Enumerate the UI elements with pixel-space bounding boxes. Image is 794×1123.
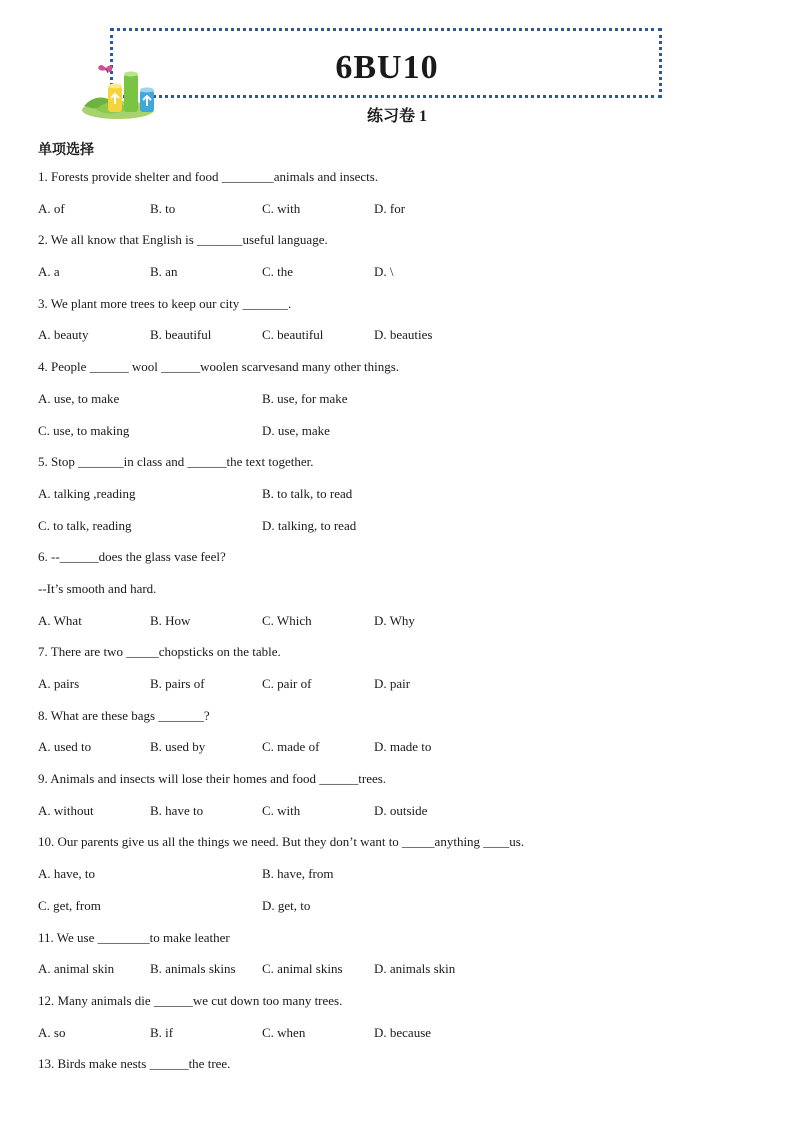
answer-option: C. made of (262, 739, 320, 755)
answer-option: B. beautiful (150, 327, 212, 343)
answer-option: B. if (150, 1024, 174, 1040)
answer-option: B. have to (150, 802, 204, 818)
answer-option: D. because (374, 1024, 432, 1040)
options-row (38, 383, 758, 415)
answer-option: D. pair (374, 676, 411, 691)
answer-option: D. outside (374, 802, 428, 818)
answer-option: D. talking, to read (262, 517, 357, 533)
answer-option: D. \ (374, 264, 394, 280)
question-stem: 13. Birds make nests ______the tree. (38, 1056, 231, 1072)
question-stem: 3. We plant more trees to keep our city _______. (38, 295, 292, 311)
answer-option: C. with (262, 200, 301, 216)
options-row (38, 256, 758, 288)
question-stem: 10. Our parents give us all the things we need. But they don’t want to _____anything ____us. (38, 834, 525, 850)
question-stem-continued: --It’s smooth and hard. (38, 580, 157, 596)
options-row (38, 858, 758, 890)
answer-option: C. the (262, 264, 294, 280)
question-stem: 9. Animals and insects will lose their homes and food ______trees. (38, 771, 387, 787)
answer-option: A. What (38, 612, 82, 628)
header (0, 0, 794, 140)
answer-option: A. without (38, 802, 94, 818)
answer-option: D. use, make (262, 422, 330, 438)
options-row (38, 319, 758, 351)
answer-option: C. to talk, reading (38, 517, 132, 533)
answer-option: D. Why (374, 612, 415, 628)
answer-option: A. a (38, 264, 60, 280)
answer-option: C. beautiful (262, 327, 324, 343)
options-row (38, 668, 758, 700)
options-row (38, 890, 758, 922)
answer-option: A. have, to (38, 866, 96, 882)
answer-option: A. talking ,reading (38, 485, 136, 501)
answer-option: D. made to (374, 739, 432, 755)
answer-option: D. for (374, 200, 406, 216)
answer-option: A. use, to make (38, 390, 120, 406)
page-subtitle: 练习卷 1 (366, 108, 427, 125)
question-stem: 12. Many animals die ______we cut down too many trees. (38, 992, 343, 1008)
answer-option: D. beauties (374, 327, 433, 343)
answer-option: A. pairs (38, 676, 80, 691)
answer-option: C. get, from (38, 897, 101, 913)
answer-option: C. Which (262, 612, 312, 628)
question-stem: 2. We all know that English is _______useful language. (38, 232, 328, 248)
answer-option: B. pairs of (150, 676, 205, 691)
question-stem: 11. We use ________to make leather (38, 929, 230, 945)
answer-option: C. pair of (262, 676, 312, 691)
answer-option: C. when (262, 1024, 306, 1040)
options-row (38, 478, 758, 510)
answer-option: C. animal skins (262, 961, 343, 977)
options-row (38, 795, 758, 827)
options-row (38, 1017, 758, 1049)
options-row (38, 953, 758, 985)
answer-option: A. used to (38, 739, 92, 755)
question-list (38, 161, 758, 1080)
answer-option: B. used by (150, 739, 206, 755)
options-row (38, 415, 758, 447)
answer-option: B. animals skins (150, 961, 236, 977)
question-stem: 5. Stop _______in class and ______the text together. (38, 454, 314, 470)
options-row (38, 731, 758, 763)
question-stem: 1. Forests provide shelter and food ________animals and insects. (38, 169, 379, 184)
page-title: 6BU10 (335, 49, 439, 86)
answer-option: B. How (150, 612, 191, 628)
answer-option: B. to talk, to read (262, 485, 353, 501)
answer-option: C. use, to making (38, 422, 130, 438)
options-row (38, 510, 758, 542)
answer-option: A. animal skin (38, 961, 115, 977)
answer-option: D. get, to (262, 897, 311, 913)
answer-option: A. beauty (38, 327, 89, 343)
single-choice-section (38, 139, 758, 1080)
answer-option: A. so (38, 1024, 66, 1040)
question-stem: 7. There are two _____chopsticks on the table. (38, 644, 281, 660)
section-title: 单项选择 (38, 142, 94, 158)
answer-option: A. of (38, 200, 65, 216)
question-stem: 6. --______does the glass vase feel? (38, 549, 226, 565)
answer-option: B. use, for make (262, 390, 348, 406)
answer-option: B. have, from (262, 866, 334, 882)
answer-option: D. animals skin (374, 961, 456, 977)
answer-option: B. an (150, 264, 178, 280)
question-stem: 8. What are these bags _______? (38, 707, 210, 723)
question-stem: 4. People ______ wool ______woolen scarvesand many other things. (38, 359, 400, 375)
options-row (38, 193, 758, 225)
answer-option: C. with (262, 802, 301, 818)
options-row (38, 605, 758, 637)
answer-option: B. to (150, 200, 176, 216)
